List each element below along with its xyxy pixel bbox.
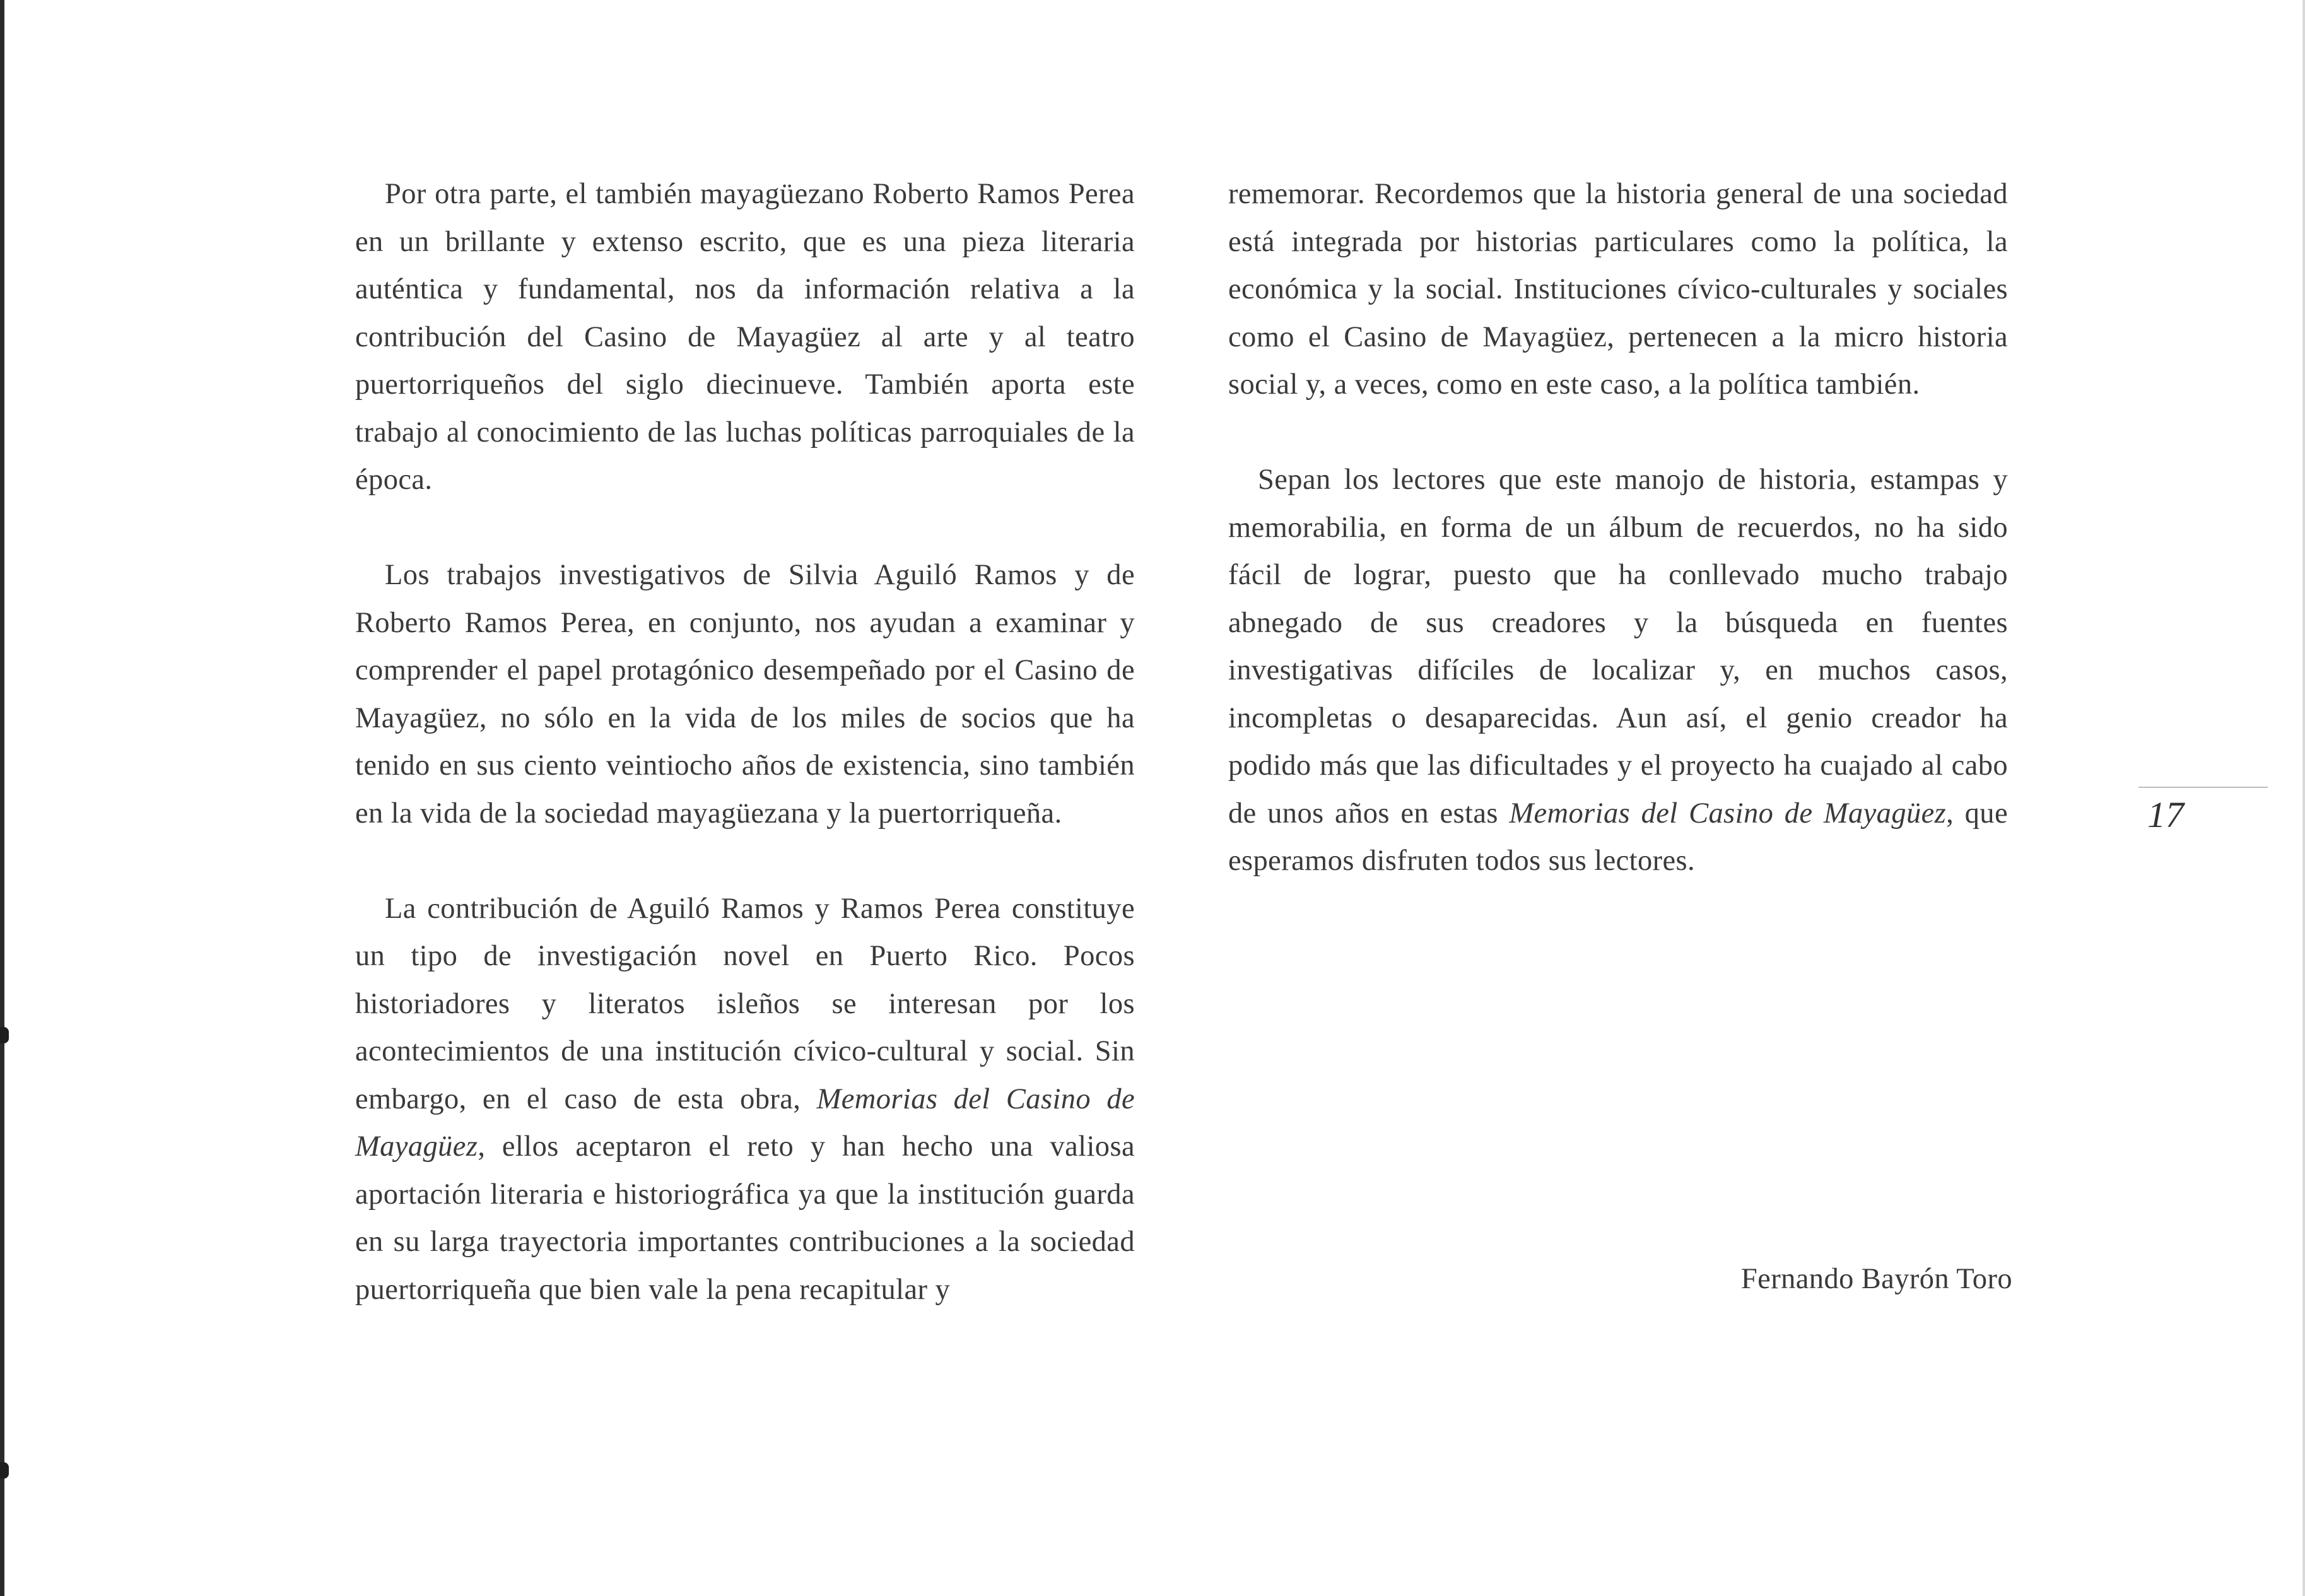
book-title-italic: Memorias del Casino de Mayagüez — [1509, 797, 1947, 830]
paragraph-4-continued: rememorar. Recordemos que la historia general de una sociedad está integrada por historias particulares como la política, la económica y la social. Instituciones cívico-culturales y sociales como el Casino de Mayagüez, pertenecen a la micro historia social y, a veces, como en este caso, a la política también. — [1228, 178, 2008, 401]
left-text-column — [355, 170, 1135, 1313]
book-title-italic: Memorias del Casino de Mayagüez — [355, 1083, 1135, 1163]
binding-mark-lower — [0, 1462, 9, 1479]
page-number: 17 — [2147, 794, 2184, 835]
paragraph-1: Por otra parte, el también mayagüezano Roberto Ramos Perea en un brillante y extenso escrito, que es una pieza literaria auténtica y fundamental, nos da información relativa a la contribución del Casino de Mayagüez al arte y al teatro puertorriqueños del siglo diecinueve. También aporta este trabajo al conocimiento de las luchas políticas parroquiales de la época. — [355, 178, 1135, 496]
right-text-column — [1228, 170, 2008, 885]
page-right-edge — [2302, 0, 2305, 1596]
paragraph-5 — [1228, 456, 2008, 885]
page-number-rule — [2138, 787, 2268, 788]
author-signature: Fernando Bayrón Toro — [1740, 1263, 2012, 1295]
paragraph-2: Los trabajos investigativos de Silvia Aguiló Ramos y de Roberto Ramos Perea, en conjunto, nos ayudan a examinar y comprender el papel protagónico desempeñado por el Casino de Mayagüez, no sólo en la vida de los miles de socios que ha tenido en sus ciento veintiocho años de existencia, sino también en la vida de la sociedad mayagüezana y la puertorriqueña. — [355, 559, 1135, 830]
paragraph-5-text-a: Sepan los lectores que este manojo de historia, estampas y memorabilia, en forma de un álbum de recuerdos, no ha sido fácil de lograr, puesto que ha conllevado mucho trabajo abnegado de sus creadores y la búsqueda en fuentes investigativas difíciles de localizar y, en muchos casos, incompletas o desaparecidas. Aun así, el genio creador ha podido más que las dificultades y el proyecto ha cuajado al cabo de unos años en estas — [1228, 464, 2008, 830]
paragraph-5-text-b: , que esperamos disfruten todos sus lectores. — [1228, 797, 2008, 877]
paragraph-3 — [355, 885, 1135, 1314]
book-spine-edge — [0, 0, 4, 1596]
binding-mark-upper — [0, 1027, 9, 1043]
paragraph-3-text-a: La contribución de Aguiló Ramos y Ramos Perea constituye un tipo de investigación novel en Puerto Rico. Pocos historiadores y literatos isleños se interesan por los acontecimientos de una institución cívico-cultural y social. Sin embargo, en el caso de esta obra, — [355, 892, 1135, 1115]
paragraph-3-text-b: , ellos aceptaron el reto y han hecho una valiosa aportación literaria e historiográfica ya que la institución guarda en su larga trayectoria importantes contribuciones a la sociedad puertorriqueña que bien vale la pena recapitular y — [355, 1130, 1135, 1306]
